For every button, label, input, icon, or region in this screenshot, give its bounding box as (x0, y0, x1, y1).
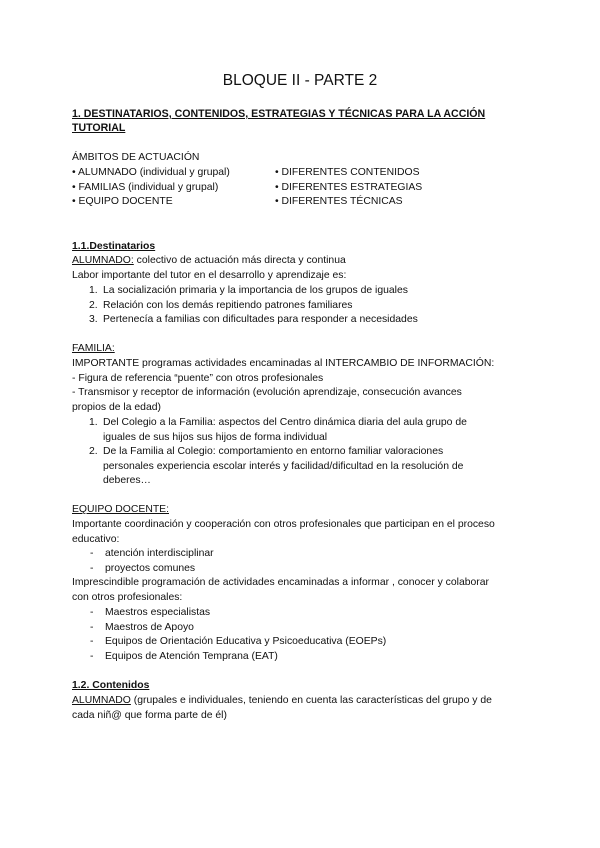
contenidos-heading: 1.2. Contenidos (72, 680, 150, 691)
list-item: - atención interdisciplinar (90, 548, 214, 559)
familia-block (72, 357, 494, 415)
contenidos-alumnado-label: ALUMNADO (72, 695, 131, 706)
equipo-line: con otros profesionales: (72, 591, 183, 603)
destinatarios-heading: 1.1.Destinatarios (72, 241, 156, 252)
familia-line: propios de la edad) (72, 401, 161, 413)
alumnado-text: colectivo de actuación más directa y continua (133, 255, 346, 266)
equipo-line: Importante coordinación y cooperación con otros profesionales que participan en el proceso (72, 519, 495, 530)
ambito-item: • EQUIPO DOCENTE (72, 196, 173, 208)
equipo-line: Imprescindible programación de actividades encaminadas a informar , conocer y colaborar (72, 577, 489, 588)
contenidos-alumnado-line-2: cada niñ@ que forma parte de él) (72, 709, 227, 721)
labor-text: Labor importante del tutor en el desarrollo y aprendizaje es: (72, 270, 347, 281)
list-item: - Equipos de Atención Temprana (EAT) (90, 650, 278, 662)
list-item: - Maestros de Apoyo (90, 621, 194, 633)
ambito-item: • DIFERENTES ESTRATEGIAS (275, 181, 423, 193)
familia-list (72, 416, 467, 489)
familia-line: IMPORTANTE programas actividades encaminadas al INTERCAMBIO DE INFORMACIÓN: (72, 358, 495, 369)
ambito-item: • ALUMNADO (individual y grupal) (72, 167, 230, 178)
list-item: 1. Del Colegio a la Familia: aspectos del Centro dinámica diaria del aula grupo de iguales de sus hijos sus hijos de forma individual (89, 417, 467, 443)
section-1-heading-line-2: TUTORIAL (72, 121, 126, 134)
ambitos-left-column (72, 166, 275, 210)
familia-line: - Transmisor y receptor de información (evolución aprendizaje, consecución avances (72, 387, 462, 399)
alumnado-line (72, 254, 346, 269)
list-item: 2. Relación con los demás repitiendo patrones familiares (89, 299, 353, 311)
ambitos-right-column (275, 166, 525, 210)
familia-label: FAMILIA: (72, 343, 115, 354)
contenidos-alumnado (72, 694, 492, 723)
equipo-line: educativo: (72, 533, 120, 545)
list-item: - Maestros especialistas (90, 607, 211, 618)
familia-line: - Figura de referencia “puente” con otros profesionales (72, 372, 324, 384)
equipo-list-2 (72, 606, 386, 664)
ambito-item: • FAMILIAS (individual y grupal) (72, 181, 219, 193)
labor-list (72, 284, 418, 328)
section-1-heading-line-1: 1. DESTINATARIOS, CONTENIDOS, ESTRATEGIAS Y TÉCNICAS PARA LA ACCIÓN (72, 108, 486, 120)
alumnado-label: ALUMNADO: (72, 255, 134, 266)
ambitos-columns (72, 166, 525, 210)
equipo-list-1 (72, 547, 214, 576)
list-item: 3. Pertenecía a familias con dificultades para responder a necesidades (89, 314, 418, 326)
contenidos-alumnado-text: (grupales e individuales, teniendo en cuenta las características del grupo y de (130, 695, 492, 706)
ambito-item: • DIFERENTES CONTENIDOS (275, 167, 420, 178)
equipo-block-2 (72, 576, 489, 605)
equipo-label: EQUIPO DOCENTE: (72, 504, 169, 515)
list-item: 1. La socialización primaria y la importancia de los grupos de iguales (89, 285, 408, 296)
ambito-item: • DIFERENTES TÉCNICAS (275, 196, 403, 208)
list-item: - Equipos de Orientación Educativa y Psicoeducativa (EOEPs) (90, 636, 387, 648)
list-item: 2. De la Familia al Colegio: comportamiento en entorno familiar valoraciones personales experiencia escolar interés y facilidad/dificultad en la resolución de deberes… (89, 446, 464, 487)
page-title: BLOQUE II - PARTE 2 (222, 72, 378, 89)
section-1-heading (72, 108, 485, 136)
list-item: - proyectos comunes (90, 562, 196, 574)
equipo-block-1 (72, 518, 495, 547)
ambitos-label: ÁMBITOS DE ACTUACIÓN (72, 152, 200, 163)
